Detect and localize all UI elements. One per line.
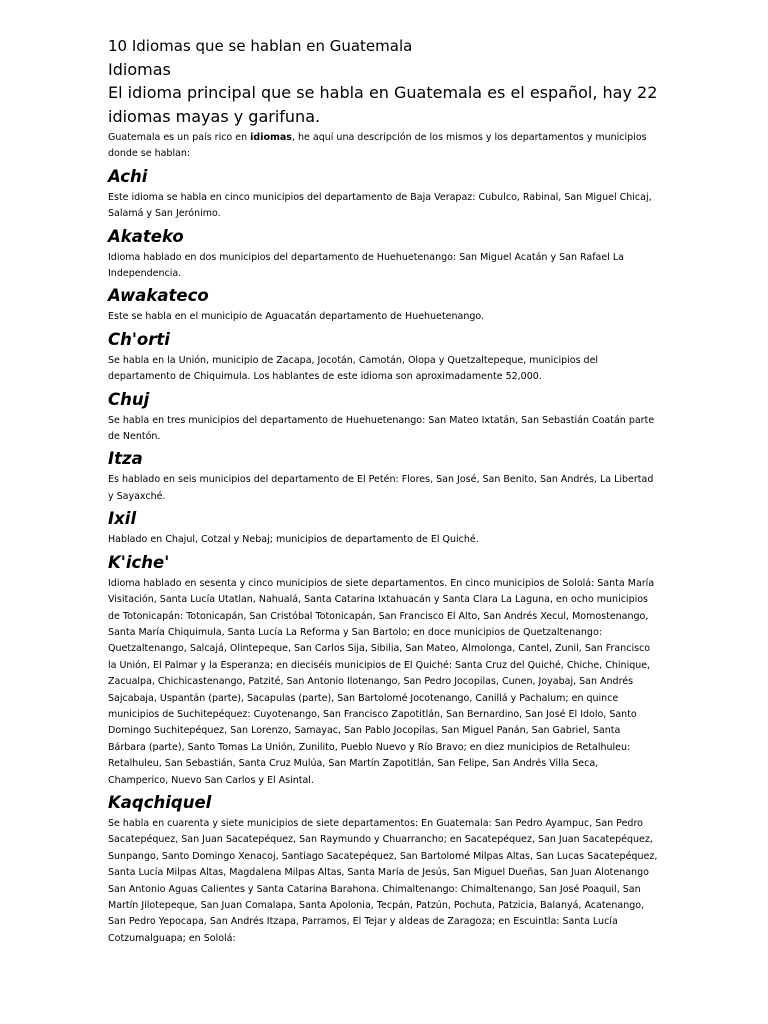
language-section-kaqchiquel xyxy=(108,790,660,947)
language-name: Kaqchiquel xyxy=(108,792,212,812)
language-name: Awakateco xyxy=(108,286,209,306)
intro-paragraph xyxy=(108,130,660,163)
intro-text-end: , he aquí una descripción de los mismos y los departamentos y municipios donde se hablan: xyxy=(108,132,647,160)
intro-bold-term: idiomas xyxy=(250,132,292,143)
language-description: Se habla en cuarenta y siete municipios de siete departamentos: En Guatemala: San Pedro Ayampuc, San Pedro Sacatepéquez, San Juan Sacatepéquez, San Raymundo y Chuarrancho; en Sacatepéquez, San Juan Sacatepéquez, Sunpango, Santo Domingo Xenacoj, Santiago Sacatepéquez, San Bartolomé Milpas Altas, San Lucas Sacatepéquez, Santa Lucía Milpas Altas, Magdalena Milpas Altas, Santa María de Jesús, San Miguel Dueñas, San Juan Alotenango San Antonio Aguas Calientes y Santa Catarina Barahona. Chimaltenango: Chimaltenango, San José Poaquil, San Martín Jilotepeque, San Juan Comalapa, Santa Apolonia, Tecpán, Patzún, Pochuta, Patzicia, Balanyá, Acatenango, San Pedro Yepocapa, San Andrés Itzapa, Parramos, El Tejar y aldeas de Zaragoza; en Escuintla: Santa Lucía Cotzumalguapa; en Sololá: xyxy=(108,817,658,944)
language-section-chorti xyxy=(108,327,660,386)
language-description: Hablado en Chajul, Cotzal y Nebaj; municipios de departamento de El Quiché. xyxy=(108,534,479,546)
language-name: Itza xyxy=(108,449,143,469)
lead-paragraph: El idioma principal que se habla en Guatemala es el español, hay 22 idiomas mayas y garifuna. xyxy=(108,83,658,126)
language-section-akateko xyxy=(108,224,660,283)
document-page xyxy=(108,36,660,947)
language-name: Achi xyxy=(108,166,148,186)
language-section-achi xyxy=(108,164,660,223)
language-description: Se habla en la Unión, municipio de Zacapa, Jocotán, Camotán, Olopa y Quetzaltepeque, municipios del departamento de Chiquimula. Los hablantes de este idioma son aproximadamente 52,000. xyxy=(108,354,599,383)
section-heading: Idiomas xyxy=(108,60,171,79)
language-section-kiche xyxy=(108,550,660,789)
language-description: Este se habla en el municipio de Aguacatán departamento de Huehuetenango. xyxy=(108,311,485,323)
document-title: 10 Idiomas que se hablan en Guatemala xyxy=(108,37,413,55)
language-description: Idioma hablado en dos municipios del departamento de Huehuetenango: San Miguel Acatán y San Rafael La Independencia. xyxy=(108,251,624,280)
language-section-itza xyxy=(108,446,660,505)
language-description: Se habla en tres municipios del departamento de Huehuetenango: San Mateo Ixtatán, San Sebastián Coatán parte de Nentón. xyxy=(108,414,655,443)
language-description: Idioma hablado en sesenta y cinco municipios de siete departamentos. En cinco municipios de Sololá: Santa María Visitación, Santa Lucía Utatlan, Nahualá, Santa Catarina Ixtahuacán y Santa Clara La Laguna, en ocho municipios de Totonicapán: Totonicapán, San Cristóbal Totonicapán, San Francisco El Alto, San Andrés Xecul, Momostenango, Santa María Chiquimula, Santa Lucía La Reforma y San Bartolo; en doce municipios de Quetzaltenango: Quetzaltenango, Salcajá, Olintepeque, San Carlos Sija, Sibilia, San Mateo, Almolonga, Cantel, Zunil, San Francisco la Unión, El Palmar y la Esperanza; en dieciséis municipios de El Quiché: Santa Cruz del Quiché, Chiche, Chinique, Zacualpa, Chichicastenango, Patzité, San Antonio Ilotenango, San Pedro Jocopilas, Cunen, Joyabaj, San Andrés Sajcabaja, Uspantán (parte), Sacapulas (parte), San Bartolomé Jocotenango, Canillá y Pachalum; en quince municipios de Suchitepéquez: Cuyotenango, San Francisco Zapotitlán, San Bernardino, San José El Idolo, Santo Domingo Suchitepéquez, San Lorenzo, Samayac, San Pablo Jocopilas, San Miguel Panán, San Gabriel, Santa Bárbara (parte), Santo Tomas La Unión, Zunilito, Pueblo Nuevo y Río Bravo; en diez municipios de Retalhuleu: Retalhuleu, San Sebastián, Santa Cruz Mulúa, San Martín Zapotitlán, San Felipe, San Andrés Villa Seca, Champerico, Nuevo San Carlos y El Asintal. xyxy=(108,577,655,786)
language-description: Este idioma se habla en cinco municipios del departamento de Baja Verapaz: Cubulco, Rabinal, San Miguel Chicaj, Salamá y San Jerónimo. xyxy=(108,191,652,220)
language-name: Chuj xyxy=(108,389,150,409)
language-name: Akateko xyxy=(108,226,184,246)
language-section-awakateco xyxy=(108,283,660,325)
language-section-ixil xyxy=(108,506,660,548)
language-name: Ch'orti xyxy=(108,329,170,349)
intro-text-start: Guatemala es un país rico en xyxy=(108,132,251,143)
language-section-chuj xyxy=(108,387,660,446)
language-name: K'iche' xyxy=(108,552,170,572)
language-description: Es hablado en seis municipios del departamento de El Petén: Flores, San José, San Benito, San Andrés, La Libertad y Sayaxché. xyxy=(108,474,654,502)
language-name: Ixil xyxy=(108,509,137,529)
